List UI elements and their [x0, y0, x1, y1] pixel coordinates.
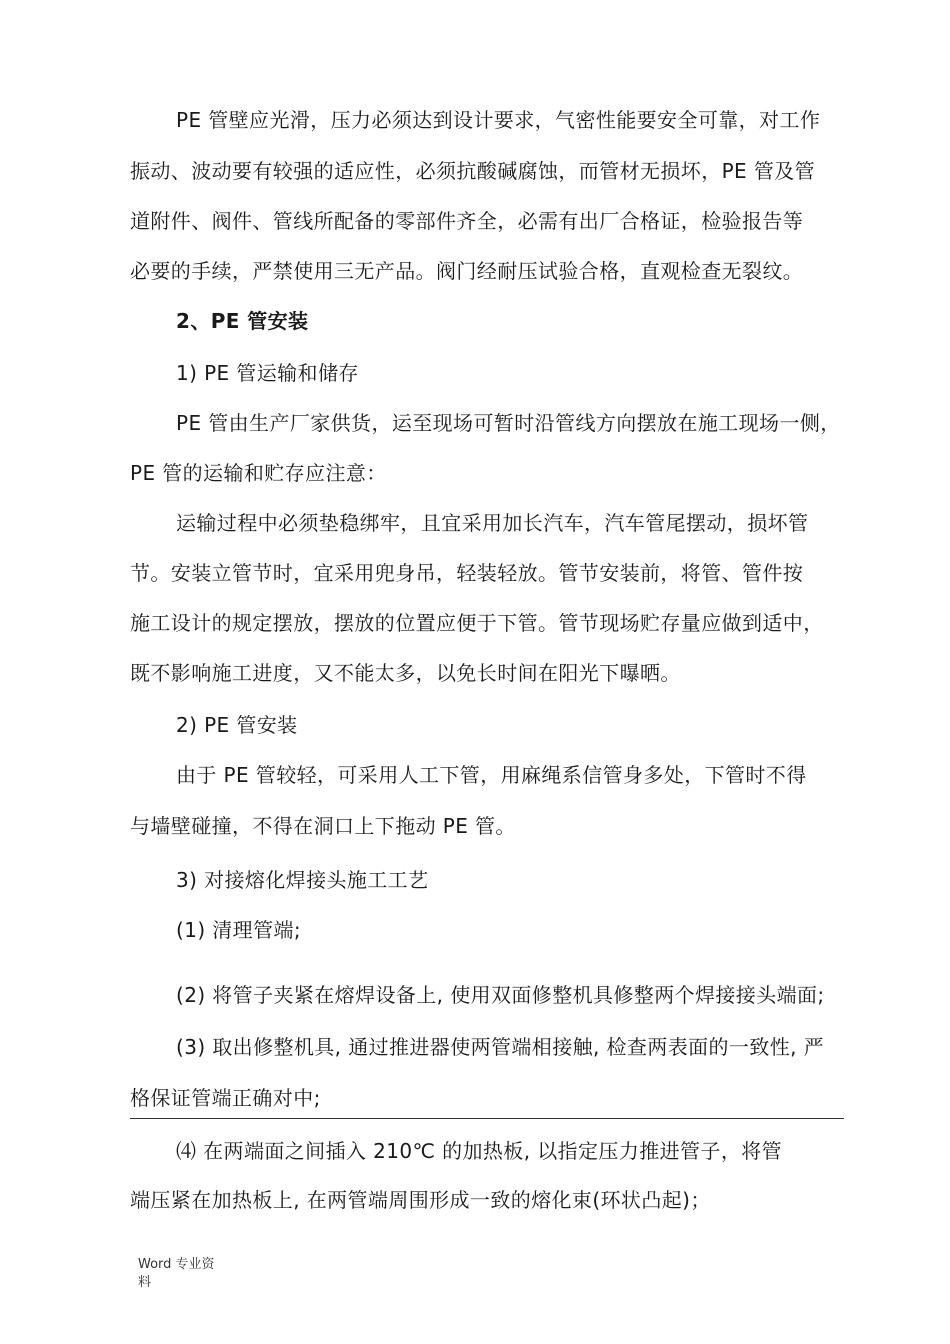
paragraph-line: 节。安装立管节时，宜采用兜身吊，轻装轻放。管节安装前，将管、管件按: [130, 561, 804, 585]
paragraph-line: 运输过程中必须垫稳绑牢，且宜采用加长汽车，汽车管尾摆动，损坏管: [176, 511, 809, 535]
step-line: 格保证管端正确对中;: [130, 1086, 321, 1110]
horizontal-rule: [130, 1118, 844, 1119]
footer-text: Word 专业资: [138, 1257, 215, 1272]
subsection-heading: 2) PE 管安装: [176, 713, 298, 737]
section-heading: 2、PE 管安装: [176, 309, 309, 333]
page-footer: [138, 1256, 228, 1292]
subsection-heading: 3) 对接熔化焊接头施工工艺: [176, 868, 429, 892]
paragraph-line: PE 管壁应光滑，压力必须达到设计要求，气密性能要安全可靠，对工作: [176, 108, 821, 132]
step-line: ⑷ 在两端面之间插入 210℃ 的加热板, 以指定压力推进管子，将管: [176, 1139, 783, 1163]
step-line: (1) 清理管端;: [176, 918, 302, 942]
paragraph-line: PE 管的运输和贮存应注意：: [130, 461, 387, 485]
subsection-heading: 1) PE 管运输和储存: [176, 361, 359, 385]
footer-text: 料: [138, 1275, 152, 1290]
step-line: (3) 取出修整机具, 通过推进器使两管端相接触, 检查两表面的一致性, 严: [176, 1035, 825, 1059]
paragraph-line: 既不影响施工进度，又不能太多，以免长时间在阳光下曝晒。: [130, 661, 681, 685]
step-line: 端压紧在加热板上, 在两管端周围形成一致的熔化束(环状凸起)；: [130, 1188, 711, 1212]
paragraph-line: 由于 PE 管较轻，可采用人工下管，用麻绳系信管身多处，下管时不得: [176, 763, 807, 787]
paragraph-line: 与墙壁碰撞，不得在洞口上下拖动 PE 管。: [130, 814, 516, 838]
step-line: (2) 将管子夹紧在熔焊设备上, 使用双面修整机具修整两个焊接接头端面;: [176, 983, 825, 1007]
paragraph-line: 必要的手续，严禁使用三无产品。阀门经耐压试验合格，直观检查无裂纹。: [130, 259, 804, 283]
paragraph-line: PE 管由生产厂家供货，运至现场可暂时沿管线方向摆放在施工现场一侧，: [176, 411, 841, 435]
paragraph-line: 施工设计的规定摆放，摆放的位置应便于下管。管节现场贮存量应做到适中，: [130, 611, 824, 635]
paragraph-line: 道附件、阀件、管线所配备的零部件齐全，必需有出厂合格证，检验报告等: [130, 209, 804, 233]
paragraph-line: 振动、波动要有较强的适应性，必须抗酸碱腐蚀，而管材无损坏，PE 管及管: [130, 159, 816, 183]
